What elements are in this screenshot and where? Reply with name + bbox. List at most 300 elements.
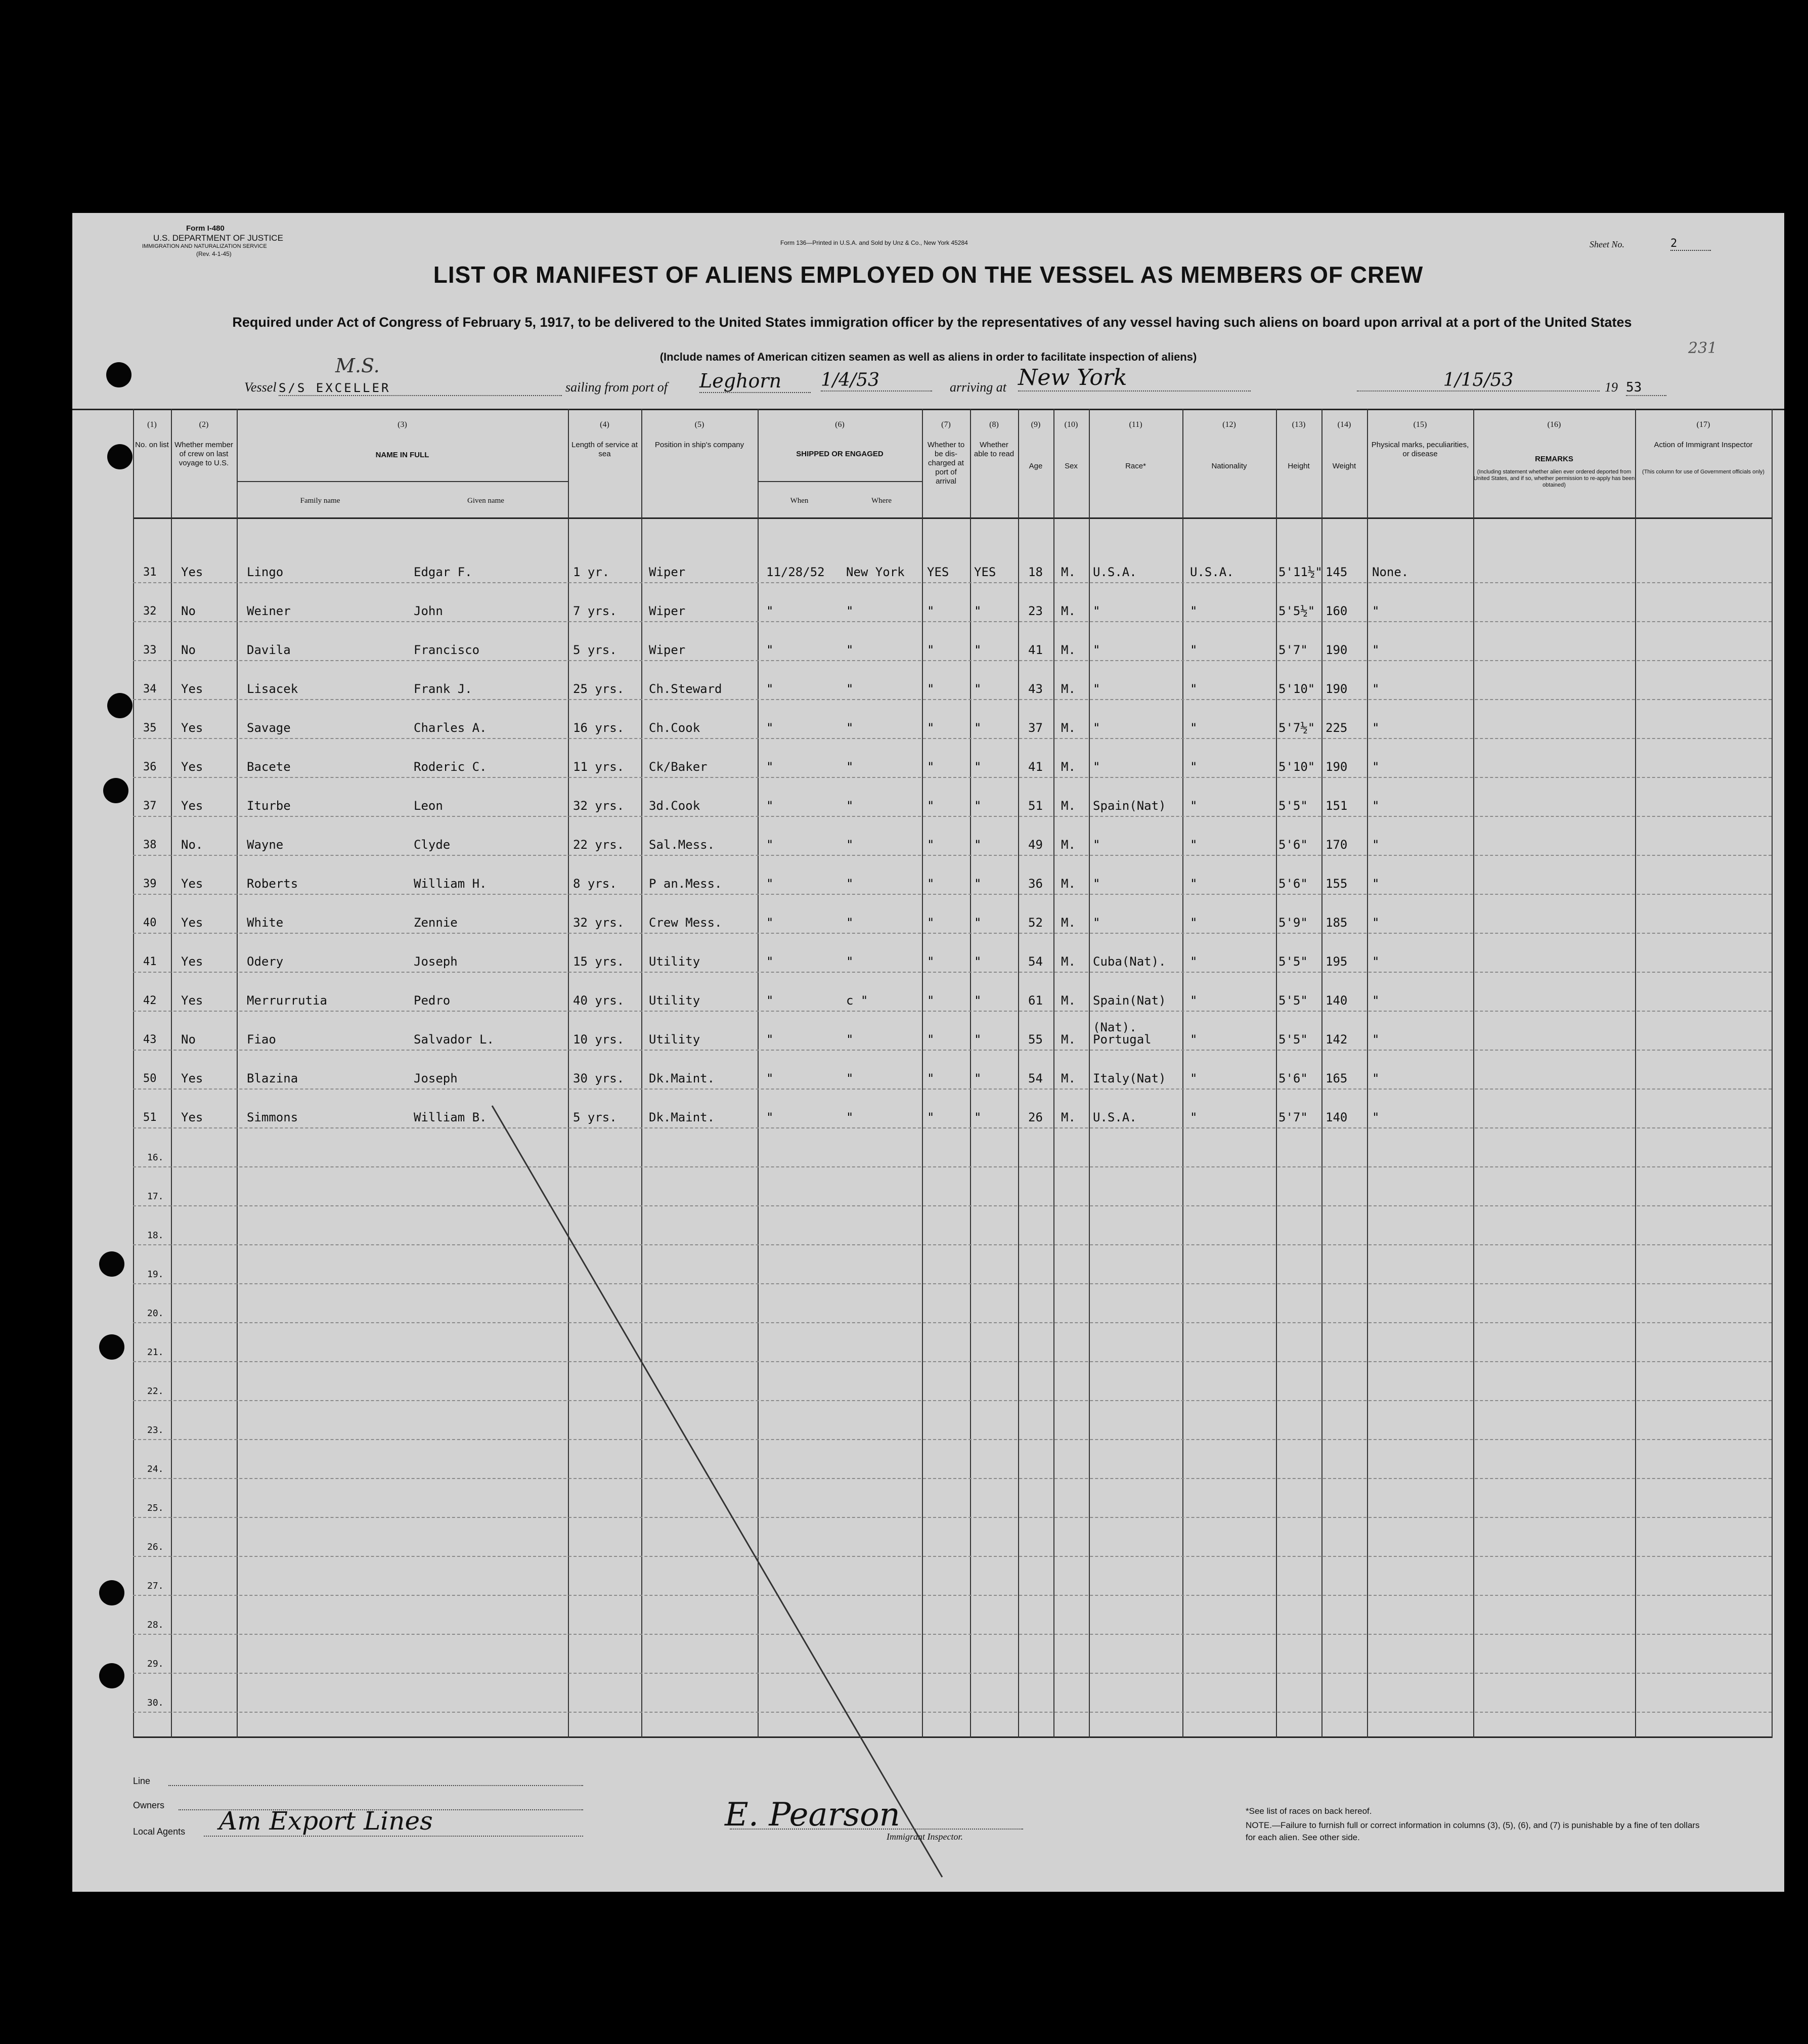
cell-service: 32 yrs.: [573, 916, 625, 930]
row-number: 35: [143, 722, 157, 734]
cell-race: Spain(Nat): [1093, 993, 1166, 1008]
row-number: 29.: [147, 1659, 164, 1669]
where-header: Where: [871, 497, 892, 505]
cell-when: ": [766, 643, 774, 657]
cell-age: 26: [1028, 1110, 1043, 1124]
inspector-note: (This column for use of Government officials only): [1642, 469, 1765, 475]
row-number: 37: [143, 800, 157, 812]
cell-prev: Yes: [181, 993, 203, 1008]
cell-nat: ": [1190, 604, 1198, 618]
cell-read: ": [974, 1032, 982, 1047]
row-number: 32: [143, 605, 157, 618]
cell-where: ": [846, 916, 854, 930]
cell-sex: M.: [1061, 760, 1076, 774]
cell-read: ": [974, 682, 982, 696]
cell-height: 5'7": [1278, 643, 1308, 657]
column-header: Age: [1029, 462, 1043, 470]
cell-service: 22 yrs.: [573, 838, 625, 852]
sheet-number: 2: [1670, 237, 1711, 251]
cell-sex: M.: [1061, 721, 1076, 735]
column-number: (14): [1337, 420, 1351, 429]
column-number: (13): [1292, 420, 1306, 429]
cell-race: ": [1093, 838, 1100, 852]
cell-race: U.S.A.: [1093, 1110, 1137, 1124]
cell-prev: Yes: [181, 1110, 203, 1124]
page-title: LIST OR MANIFEST OF ALIENS EMPLOYED ON THE VESSEL AS MEMBERS OF CREW: [433, 262, 1424, 288]
cell-service: 5 yrs.: [573, 1110, 617, 1124]
cell-sex: M.: [1061, 877, 1076, 891]
cell-given: Joseph: [414, 954, 458, 969]
cell-nat: ": [1190, 682, 1198, 696]
row-number: 20.: [147, 1308, 164, 1319]
cell-family: Fiao: [247, 1032, 276, 1047]
year-prefix: 19: [1605, 380, 1618, 395]
cell-when: ": [766, 954, 774, 969]
cell-sex: M.: [1061, 1071, 1076, 1085]
cell-age: 55: [1028, 1032, 1043, 1047]
cell-height: 5'5": [1278, 1032, 1308, 1047]
year-value: 53: [1626, 380, 1666, 396]
cell-given: Leon: [414, 799, 443, 813]
cell-prev: Yes: [181, 721, 203, 735]
cell-family: Savage: [247, 721, 291, 735]
column-header: Height: [1288, 462, 1310, 470]
cell-marks: ": [1372, 760, 1380, 774]
penalty-note: NOTE.—Failure to furnish full or correct information in columns (3), (5), (6), and (7) is punishable by a fine of ten dollars for each alien. See other side.: [1246, 1820, 1700, 1842]
cell-marks: ": [1372, 916, 1380, 930]
sailing-port: Leghorn: [699, 370, 811, 393]
cell-prev: Yes: [181, 954, 203, 969]
cell-weight: 190: [1326, 643, 1348, 657]
cell-weight: 165: [1326, 1071, 1348, 1085]
cell-height: 5'6": [1278, 1071, 1308, 1085]
row-number: 33: [143, 644, 157, 657]
manifest-sheet: [72, 213, 1784, 1892]
cell-service: 15 yrs.: [573, 954, 625, 969]
cell-position: Dk.Maint.: [649, 1071, 715, 1085]
cell-where: c ": [846, 993, 868, 1008]
cell-when: ": [766, 838, 774, 852]
cell-position: Wiper: [649, 565, 686, 579]
cell-age: 54: [1028, 954, 1043, 969]
cell-position: Ck/Baker: [649, 760, 708, 774]
owners-label: Owners: [133, 1800, 165, 1810]
revision: (Rev. 4-1-45): [196, 250, 232, 257]
cell-age: 23: [1028, 604, 1043, 618]
cell-disch: ": [927, 604, 935, 618]
cell-weight: 155: [1326, 877, 1348, 891]
cell-marks: None.: [1372, 565, 1409, 579]
column-number: (9): [1031, 420, 1041, 429]
cell-given: Zennie: [414, 916, 458, 930]
column-header: NAME IN FULL: [375, 451, 429, 459]
cell-race: (Nat). Portugal: [1093, 1020, 1152, 1047]
cell-sex: M.: [1061, 682, 1076, 696]
cell-service: 8 yrs.: [573, 877, 617, 891]
cell-nat: ": [1190, 1071, 1198, 1085]
vessel-name: S/S EXCELLER: [279, 381, 562, 396]
cell-weight: 190: [1326, 760, 1348, 774]
cell-height: 5'7": [1278, 1110, 1308, 1124]
column-header: Length of service at sea: [571, 441, 638, 458]
cell-sex: M.: [1061, 604, 1076, 618]
cell-disch: ": [927, 954, 935, 969]
cell-marks: ": [1372, 954, 1380, 969]
cell-sex: M.: [1061, 643, 1076, 657]
cell-height: 5'10": [1278, 682, 1315, 696]
row-number: 30.: [147, 1698, 164, 1708]
cell-family: Weiner: [247, 604, 291, 618]
column-header: Whether able to read: [974, 441, 1015, 458]
cell-where: ": [846, 799, 854, 813]
cell-when: ": [766, 877, 774, 891]
cell-when: ": [766, 1110, 774, 1124]
inspector-label: Immigrant Inspector.: [887, 1832, 963, 1842]
cell-family: Blazina: [247, 1071, 298, 1085]
line-label: Line: [133, 1776, 151, 1786]
cell-disch: ": [927, 877, 935, 891]
column-header: Action of Immigrant Inspector: [1654, 441, 1753, 449]
include-note: (Include names of American citizen seamen as well as aliens in order to facilitate inspection of aliens): [659, 351, 1197, 363]
cell-marks: ": [1372, 799, 1380, 813]
cell-marks: ": [1372, 1110, 1380, 1124]
cell-read: ": [974, 721, 982, 735]
cell-prev: No: [181, 1032, 196, 1047]
row-number: 21.: [147, 1347, 164, 1358]
cell-sex: M.: [1061, 838, 1076, 852]
cell-given: William H.: [414, 877, 487, 891]
form-number: Form I-480: [186, 224, 225, 233]
column-number: (6): [835, 420, 845, 429]
cell-read: ": [974, 643, 982, 657]
cell-race: Italy(Nat): [1093, 1071, 1166, 1085]
cell-where: ": [846, 877, 854, 891]
row-number: 16.: [147, 1152, 164, 1163]
column-header: SHIPPED OR ENGAGED: [796, 450, 884, 458]
punch-hole: [107, 444, 133, 469]
cell-height: 5'5": [1278, 954, 1308, 969]
cell-when: ": [766, 993, 774, 1008]
subtitle: Required under Act of Congress of February 5, 1917, to be delivered to the United States immigration officer by the representatives of any vessel having such aliens on board upon arrival at a port of the United States: [232, 315, 1632, 330]
cell-height: 5'5": [1278, 799, 1308, 813]
department: U.S. DEPARTMENT OF JUSTICE: [153, 233, 283, 243]
cell-where: ": [846, 1032, 854, 1047]
cell-family: Iturbe: [247, 799, 291, 813]
row-number: 25.: [147, 1503, 164, 1513]
cell-family: Odery: [247, 954, 284, 969]
cell-marks: ": [1372, 877, 1380, 891]
cell-position: 3d.Cook: [649, 799, 700, 813]
cell-read: ": [974, 993, 982, 1008]
row-number: 23.: [147, 1425, 164, 1436]
cell-when: ": [766, 760, 774, 774]
cell-weight: 170: [1326, 838, 1348, 852]
cell-given: Charles A.: [414, 721, 487, 735]
cell-service: 25 yrs.: [573, 682, 625, 696]
cell-nat: ": [1190, 643, 1198, 657]
cell-position: Dk.Maint.: [649, 1110, 715, 1124]
cell-age: 36: [1028, 877, 1043, 891]
remarks-note: (Including statement whether alien ever ordered deported from United States, and if so, whether permission to re-apply has been obtained): [1473, 469, 1635, 488]
cell-where: ": [846, 760, 854, 774]
cell-family: Roberts: [247, 877, 298, 891]
cell-sex: M.: [1061, 799, 1076, 813]
cell-race: Cuba(Nat).: [1093, 954, 1166, 969]
cell-race: ": [1093, 916, 1100, 930]
cell-age: 41: [1028, 760, 1043, 774]
cell-disch: ": [927, 682, 935, 696]
cell-sex: M.: [1061, 565, 1076, 579]
cell-read: ": [974, 877, 982, 891]
column-number: (12): [1222, 420, 1236, 429]
cell-family: White: [247, 916, 284, 930]
cell-disch: ": [927, 1110, 935, 1124]
cell-age: 18: [1028, 565, 1043, 579]
cell-when: ": [766, 1032, 774, 1047]
row-number: 38: [143, 839, 157, 851]
cell-race: ": [1093, 760, 1100, 774]
cell-race: Spain(Nat): [1093, 799, 1166, 813]
cell-disch: ": [927, 721, 935, 735]
cell-height: 5'5½": [1278, 604, 1315, 618]
service-name: IMMIGRATION AND NATURALIZATION SERVICE: [142, 243, 267, 249]
cell-race: ": [1093, 721, 1100, 735]
punch-hole: [99, 1334, 124, 1360]
cell-service: 5 yrs.: [573, 643, 617, 657]
cell-age: 43: [1028, 682, 1043, 696]
cell-prev: Yes: [181, 877, 203, 891]
inspector-signature: E. Pearson: [725, 1796, 900, 1834]
cancel-diagonal-line: [72, 213, 1784, 1892]
cell-given: William B.: [414, 1110, 487, 1124]
cell-given: Pedro: [414, 993, 451, 1008]
row-number: 31: [143, 566, 157, 579]
cell-weight: 151: [1326, 799, 1348, 813]
cell-position: P an.Mess.: [649, 877, 722, 891]
cell-race: U.S.A.: [1093, 565, 1137, 579]
cell-age: 41: [1028, 643, 1043, 657]
cell-position: Utility: [649, 993, 700, 1008]
cell-age: 61: [1028, 993, 1043, 1008]
row-number: 42: [143, 994, 157, 1007]
column-header: Position in ship's company: [654, 441, 744, 449]
cell-height: 5'10": [1278, 760, 1315, 774]
cell-service: 7 yrs.: [573, 604, 617, 618]
cell-when: ": [766, 916, 774, 930]
cell-given: Frank J.: [414, 682, 472, 696]
cell-given: Roderic C.: [414, 760, 487, 774]
cell-weight: 140: [1326, 1110, 1348, 1124]
cell-given: Salvador L.: [414, 1032, 494, 1047]
row-number: 28.: [147, 1620, 164, 1630]
cell-disch: ": [927, 760, 935, 774]
cell-weight: 140: [1326, 993, 1348, 1008]
cell-disch: ": [927, 838, 935, 852]
row-number: 51: [143, 1111, 157, 1124]
cell-position: Crew Mess.: [649, 916, 722, 930]
cell-nat: ": [1190, 721, 1198, 735]
cell-marks: ": [1372, 993, 1380, 1008]
cell-read: ": [974, 1071, 982, 1085]
column-number: (11): [1129, 420, 1142, 429]
cell-weight: 225: [1326, 721, 1348, 735]
cell-height: 5'6": [1278, 838, 1308, 852]
cell-sex: M.: [1061, 916, 1076, 930]
arriving-date: 1/15/53: [1357, 370, 1600, 392]
column-number: (8): [989, 420, 999, 429]
column-number: (3): [398, 420, 407, 429]
cell-race: ": [1093, 643, 1100, 657]
punch-hole: [106, 362, 131, 387]
cell-nat: ": [1190, 954, 1198, 969]
sailing-date: 1/4/53: [821, 370, 932, 392]
cell-weight: 195: [1326, 954, 1348, 969]
cell-prev: Yes: [181, 682, 203, 696]
cell-when: ": [766, 604, 774, 618]
row-number: 40: [143, 917, 157, 929]
cell-marks: ": [1372, 1071, 1380, 1085]
cell-read: ": [974, 1110, 982, 1124]
cell-disch: ": [927, 993, 935, 1008]
cell-sex: M.: [1061, 1110, 1076, 1124]
given-name-header: Given name: [467, 497, 504, 505]
row-number: 26.: [147, 1542, 164, 1552]
cell-race: ": [1093, 604, 1100, 618]
cell-family: Wayne: [247, 838, 284, 852]
cell-disch: ": [927, 799, 935, 813]
cell-age: 54: [1028, 1071, 1043, 1085]
cell-nat: U.S.A.: [1190, 565, 1234, 579]
cell-service: 32 yrs.: [573, 799, 625, 813]
cell-family: Bacete: [247, 760, 291, 774]
cell-marks: ": [1372, 682, 1380, 696]
cell-prev: No.: [181, 838, 203, 852]
column-header: Nationality: [1211, 462, 1247, 470]
vessel-correction: M.S.: [335, 355, 380, 377]
cell-sex: M.: [1061, 1032, 1076, 1047]
cell-read: ": [974, 838, 982, 852]
cell-when: ": [766, 799, 774, 813]
cell-where: ": [846, 604, 854, 618]
cell-nat: ": [1190, 877, 1198, 891]
cell-nat: ": [1190, 916, 1198, 930]
arriving-label: arriving at: [950, 380, 1006, 395]
cell-position: Wiper: [649, 604, 686, 618]
cell-nat: ": [1190, 1032, 1198, 1047]
column-header: Physical marks, peculiarities, or disease: [1371, 441, 1469, 458]
cell-sex: M.: [1061, 954, 1076, 969]
cell-when: ": [766, 682, 774, 696]
cell-weight: 185: [1326, 916, 1348, 930]
cell-service: 16 yrs.: [573, 721, 625, 735]
row-number: 39: [143, 878, 157, 890]
cell-nat: ": [1190, 993, 1198, 1008]
cell-prev: Yes: [181, 565, 203, 579]
cell-disch: ": [927, 1032, 935, 1047]
cell-when: ": [766, 1071, 774, 1085]
cell-prev: No: [181, 604, 196, 618]
column-number: (10): [1064, 420, 1078, 429]
cell-prev: No: [181, 643, 196, 657]
page-mark: 231: [1688, 339, 1717, 357]
cell-read: ": [974, 954, 982, 969]
column-header: Whether to be dis-charged at port of arrival: [927, 441, 965, 486]
cell-marks: ": [1372, 838, 1380, 852]
cell-disch: ": [927, 643, 935, 657]
cell-age: 52: [1028, 916, 1043, 930]
column-number: (4): [600, 420, 609, 429]
cell-given: Edgar F.: [414, 565, 472, 579]
row-number: 34: [143, 683, 157, 695]
cell-height: 5'7½": [1278, 721, 1315, 735]
cell-where: ": [846, 721, 854, 735]
cell-nat: ": [1190, 1110, 1198, 1124]
column-header: Weight: [1332, 462, 1356, 470]
cell-weight: 160: [1326, 604, 1348, 618]
column-header: Sex: [1065, 462, 1078, 470]
cell-read: ": [974, 916, 982, 930]
cell-service: 11 yrs.: [573, 760, 625, 774]
column-number: (16): [1547, 420, 1561, 429]
cell-family: Merrurrutia: [247, 993, 327, 1008]
family-name-header: Family name: [300, 497, 340, 505]
sailing-label: sailing from port of: [565, 380, 668, 395]
column-number: (2): [199, 420, 209, 429]
cell-weight: 142: [1326, 1032, 1348, 1047]
punch-hole: [99, 1663, 124, 1688]
cell-service: 40 yrs.: [573, 993, 625, 1008]
column-header: REMARKS: [1535, 455, 1573, 463]
punch-hole: [107, 693, 133, 718]
cell-read: YES: [974, 565, 996, 579]
cell-nat: ": [1190, 799, 1198, 813]
cell-given: John: [414, 604, 443, 618]
column-header: Race*: [1125, 462, 1146, 470]
cell-prev: Yes: [181, 799, 203, 813]
column-number: (1): [147, 420, 157, 429]
cell-where: ": [846, 954, 854, 969]
cell-nat: ": [1190, 838, 1198, 852]
cell-where: New York: [846, 565, 905, 579]
cell-marks: ": [1372, 1032, 1380, 1047]
cell-disch: YES: [927, 565, 949, 579]
cell-when: 11/28/52: [766, 565, 825, 579]
cell-read: ": [974, 760, 982, 774]
row-number: 41: [143, 955, 157, 968]
vessel-label: Vessel: [244, 380, 277, 395]
column-number: (17): [1696, 420, 1710, 429]
local-agents-signature: Am Export Lines: [219, 1806, 433, 1836]
arriving-port: New York: [1018, 365, 1251, 392]
cell-service: 1 yr.: [573, 565, 610, 579]
cell-marks: ": [1372, 643, 1380, 657]
cell-position: Wiper: [649, 643, 686, 657]
cell-position: Utility: [649, 954, 700, 969]
local-agents-label: Local Agents: [133, 1826, 186, 1837]
cell-disch: ": [927, 916, 935, 930]
cell-age: 51: [1028, 799, 1043, 813]
cell-position: Utility: [649, 1032, 700, 1047]
cell-given: Clyde: [414, 838, 451, 852]
cell-given: Joseph: [414, 1071, 458, 1085]
cell-family: Lingo: [247, 565, 284, 579]
cell-when: ": [766, 721, 774, 735]
cell-height: 5'6": [1278, 877, 1308, 891]
punch-hole: [99, 1251, 124, 1277]
cell-height: 5'9": [1278, 916, 1308, 930]
column-number: (7): [941, 420, 951, 429]
row-number: 36: [143, 761, 157, 773]
